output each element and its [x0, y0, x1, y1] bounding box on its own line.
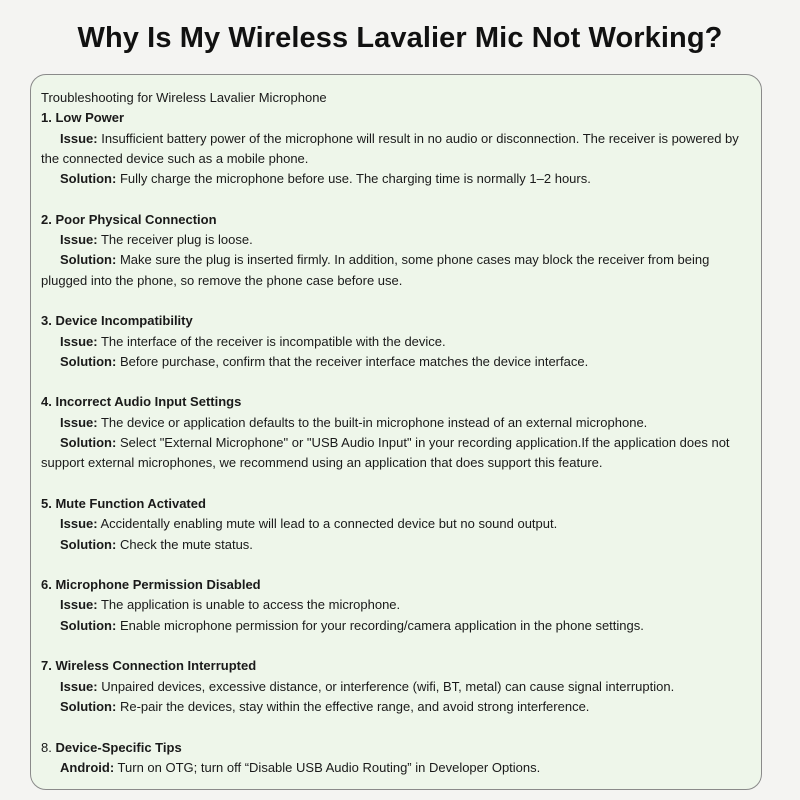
line-text: The application is unable to access the microphone.	[100, 597, 401, 613]
line-label: Issue:	[60, 597, 98, 613]
line-label: Solution:	[60, 536, 117, 552]
line-text: Re-pair the devices, stay within the effective range, and avoid strong interference.	[119, 698, 590, 714]
section-8	[41, 738, 751, 779]
section-title	[41, 311, 751, 331]
section-number: 1.	[41, 110, 52, 126]
section-line	[41, 230, 751, 250]
section-number: 3.	[41, 313, 52, 329]
section-2	[41, 210, 751, 291]
section-number: 2.	[41, 211, 52, 227]
line-label: Solution:	[60, 353, 117, 369]
line-label: Issue:	[60, 414, 98, 430]
section-line	[41, 616, 751, 636]
line-label: Solution:	[60, 435, 117, 451]
section-title	[41, 494, 751, 514]
section-line	[41, 535, 751, 555]
line-label: Issue:	[60, 333, 98, 349]
line-label: Solution:	[60, 252, 117, 268]
line-label: Issue:	[60, 678, 98, 694]
section-6	[41, 575, 751, 636]
line-label: Solution:	[60, 698, 117, 714]
line-text: The receiver plug is loose.	[100, 232, 253, 248]
section-title-text: Incorrect Audio Input Settings	[55, 394, 242, 410]
line-label: Issue:	[60, 516, 98, 532]
line-text: Insufficient battery power of the microphone will result in no audio or disconnection. The receiver is powered by the connected device such as a mobile phone.	[41, 130, 739, 166]
section-title-text: Mute Function Activated	[55, 495, 206, 511]
line-text: Before purchase, confirm that the receiver interface matches the device interface.	[119, 353, 589, 369]
section-number: 8.	[41, 739, 52, 755]
section-number: 7.	[41, 658, 52, 674]
section-title	[41, 656, 751, 676]
section-line	[41, 169, 751, 189]
section-title	[41, 575, 751, 595]
line-text: Check the mute status.	[119, 536, 253, 552]
line-text: Accidentally enabling mute will lead to a connected device but no sound output.	[100, 516, 558, 532]
section-4	[41, 392, 751, 473]
line-text: The device or application defaults to the built-in microphone instead of an external microphone.	[100, 414, 648, 430]
section-line	[41, 433, 751, 474]
line-label: Solution:	[60, 617, 117, 633]
section-number: 4.	[41, 394, 52, 410]
line-label: Android:	[60, 759, 115, 775]
section-title-text: Low Power	[55, 110, 125, 126]
line-text: Make sure the plug is inserted firmly. In addition, some phone cases may block the receiver from being plugged into the phone, so remove the phone case before use.	[41, 252, 710, 288]
line-text: Select "External Microphone" or "USB Audio Input" in your recording application.If the application does not support external microphones, we recommend using an application that does support this feature.	[41, 435, 730, 471]
section-line	[41, 758, 751, 778]
section-line	[41, 697, 751, 717]
section-line	[41, 413, 751, 433]
section-line	[41, 595, 751, 615]
section-line	[41, 352, 751, 372]
line-text: The interface of the receiver is incompatible with the device.	[100, 333, 446, 349]
section-title	[41, 392, 751, 412]
line-text: Turn on OTG; turn off “Disable USB Audio Routing” in Developer Options.	[117, 759, 541, 775]
section-title-text: Wireless Connection Interrupted	[55, 658, 257, 674]
section-5	[41, 494, 751, 555]
section-title	[41, 738, 751, 758]
line-text: Fully charge the microphone before use. The charging time is normally 1–2 hours.	[119, 171, 591, 187]
section-line	[41, 677, 751, 697]
section-line	[41, 514, 751, 534]
section-title-text: Microphone Permission Disabled	[55, 577, 261, 593]
section-1	[41, 108, 751, 189]
sections-list	[41, 108, 751, 778]
section-title	[41, 108, 751, 128]
intro-text: Troubleshooting for Wireless Lavalier Microphone	[41, 90, 327, 105]
line-label: Solution:	[60, 171, 117, 187]
section-title-text: Device-Specific Tips	[55, 739, 182, 755]
troubleshooting-panel	[30, 74, 762, 790]
section-line	[41, 332, 751, 352]
line-text: Unpaired devices, excessive distance, or interference (wifi, BT, metal) can cause signal interruption.	[101, 678, 675, 694]
section-title	[41, 210, 751, 230]
section-title-text: Device Incompatibility	[55, 313, 193, 329]
section-3	[41, 311, 751, 372]
section-7	[41, 656, 751, 717]
section-line	[41, 250, 751, 291]
page-title: Why Is My Wireless Lavalier Mic Not Working?	[77, 22, 723, 54]
section-line	[41, 129, 751, 170]
section-title-text: Poor Physical Connection	[55, 211, 217, 227]
section-number: 6.	[41, 577, 52, 593]
line-label: Issue:	[60, 130, 98, 146]
line-text: Enable microphone permission for your recording/camera application in the phone settings.	[119, 617, 644, 633]
line-label: Issue:	[60, 232, 98, 248]
section-number: 5.	[41, 495, 52, 511]
